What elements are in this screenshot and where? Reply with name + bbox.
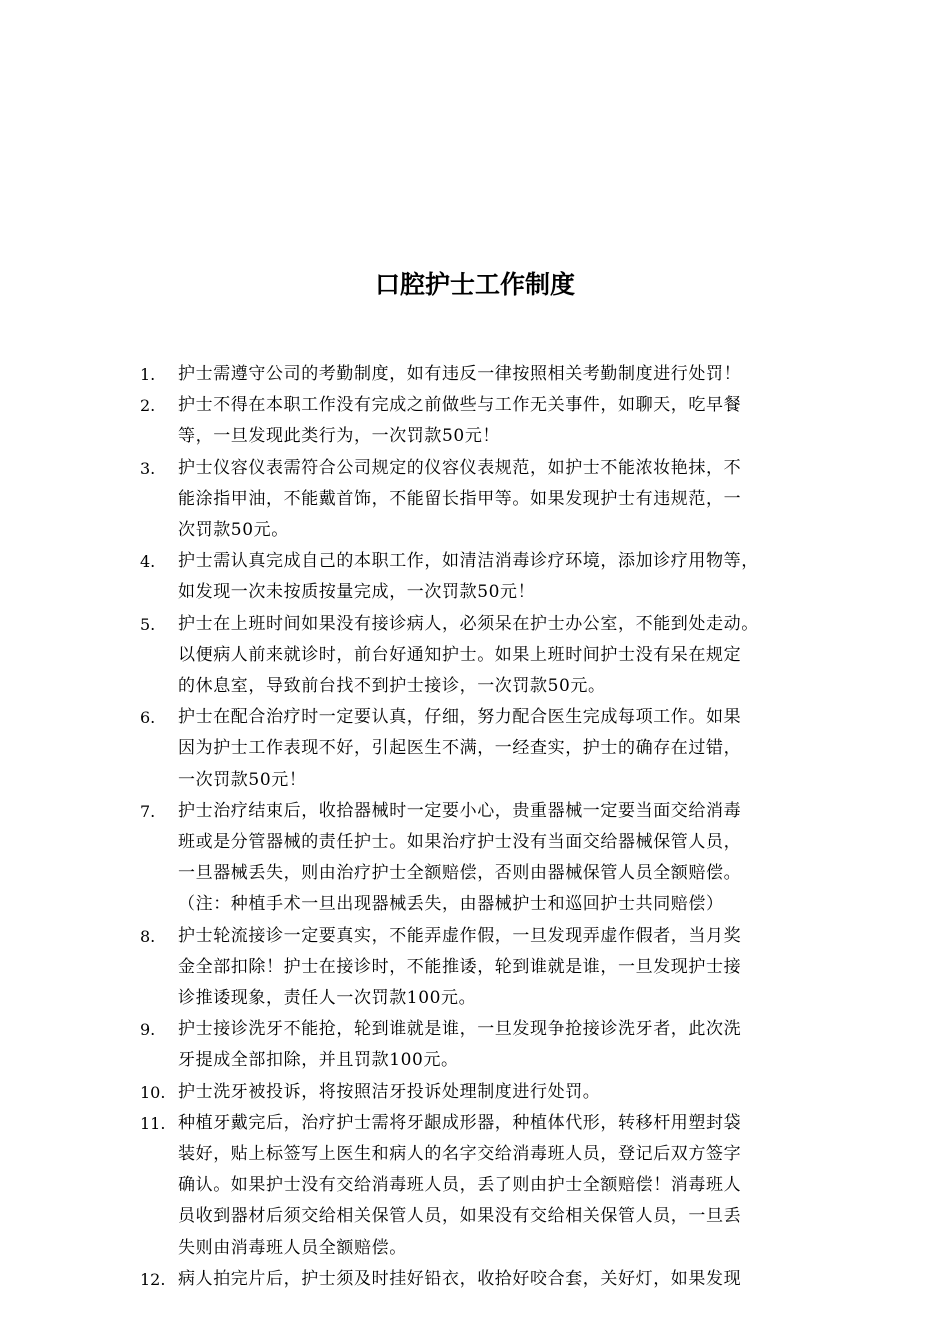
rule-number: 1. [140, 365, 156, 384]
rule-item [140, 1014, 820, 1076]
rule-item [140, 359, 820, 390]
rule-text: 护士轮流接诊一定要真实，不能弄虚作假，一旦发现弄虚作假者，当月奖 金全部扣除！护士在接诊时，不能推诿，轮到谁就是谁，一旦发现护士接 诊推诿现象，责任人一次罚款100元。 [178, 925, 742, 1009]
rule-number: 3. [140, 458, 156, 478]
rule-text: 护士在上班时间如果没有接诊病人，必须呆在护士办公室，不能到处走动。 以便病人前来就诊时，前台好通知护士。如果上班时间护士没有呆在规定 的休息室，导致前台找不到护士接诊，一次罚款50元。 [178, 613, 759, 697]
rule-item [140, 1264, 820, 1295]
rules-list [140, 359, 820, 1295]
rule-number: 4. [140, 552, 156, 572]
rule-item [140, 796, 820, 921]
rule-number: 11. [140, 1113, 166, 1133]
rule-text: 护士接诊洗牙不能抢，轮到谁就是谁，一旦发现争抢接诊洗牙者，此次洗 牙提成全部扣除，并且罚款100元。 [178, 1019, 742, 1071]
rule-number: 7. [140, 801, 156, 821]
rule-number: 9. [140, 1020, 156, 1040]
rule-number: 2. [140, 396, 156, 416]
rule-item [140, 390, 820, 452]
rule-number: 6. [140, 708, 156, 728]
rule-text: 护士治疗结束后，收拾器械时一定要小心，贵重器械一定要当面交给消毒 班或是分管器械的责任护士。如果治疗护士没有当面交给器械保管人员， 一旦器械丢失，则由治疗护士全额赔偿，否则由器械保管人员全额赔偿。 （注：种植手术一旦出现器械丢失，由器械护士和巡回护士共同赔偿） [178, 800, 742, 915]
rule-item [140, 921, 820, 1015]
rule-item [140, 702, 820, 796]
rule-text: 种植牙戴完后，治疗护士需将牙龈成形器，种植体代形，转移杆用塑封袋 装好，贴上标签写上医生和病人的名字交给消毒班人员，登记后双方签字 确认。如果护士没有交给消毒班人员，丢了则由护士全额赔偿！消毒班人 员收到器材后须交给相关保管人员，如果没有交给相关保管人员，一旦丢 失则由消毒班人员全额赔偿。 [178, 1112, 742, 1258]
rule-item [140, 1077, 820, 1108]
rule-text: 病人拍完片后，护士须及时挂好铅衣，收拾好咬合套，关好灯，如果发现 [178, 1268, 742, 1289]
rule-text: 护士需认真完成自己的本职工作，如清洁消毒诊疗环境，添加诊疗用物等， 如发现一次未按质按量完成，一次罚款50元！ [178, 551, 759, 603]
rule-text: 护士需遵守公司的考勤制度，如有违反一律按照相关考勤制度进行处罚！ [178, 364, 742, 384]
rule-text: 护士仪容仪表需符合公司规定的仪容仪表规范，如护士不能浓妆艳抹，不 能涂指甲油，不能戴首饰，不能留长指甲等。如果发现护士有违规范，一 次罚款50元。 [178, 457, 742, 541]
rule-number: 12. [140, 1269, 166, 1289]
rule-item [140, 546, 820, 608]
rule-item [140, 453, 820, 547]
rule-number: 10. [140, 1082, 166, 1102]
rule-text: 护士洗牙被投诉，将按照洁牙投诉处理制度进行处罚。 [178, 1081, 601, 1102]
rule-number: 5. [140, 614, 156, 634]
rule-text: 护士不得在本职工作没有完成之前做些与工作无关事件，如聊天，吃早餐 等，一旦发现此类行为，一次罚款50元！ [178, 395, 742, 447]
rule-item [140, 609, 820, 703]
rule-number: 8. [140, 926, 156, 946]
rule-item [140, 1108, 820, 1264]
rule-text: 护士在配合治疗时一定要认真，仔细，努力配合医生完成每项工作。如果 因为护士工作表现不好，引起医生不满，一经查实，护士的确存在过错， 一次罚款50元！ [178, 707, 742, 790]
document-title: 口腔护士工作制度 [374, 270, 575, 299]
